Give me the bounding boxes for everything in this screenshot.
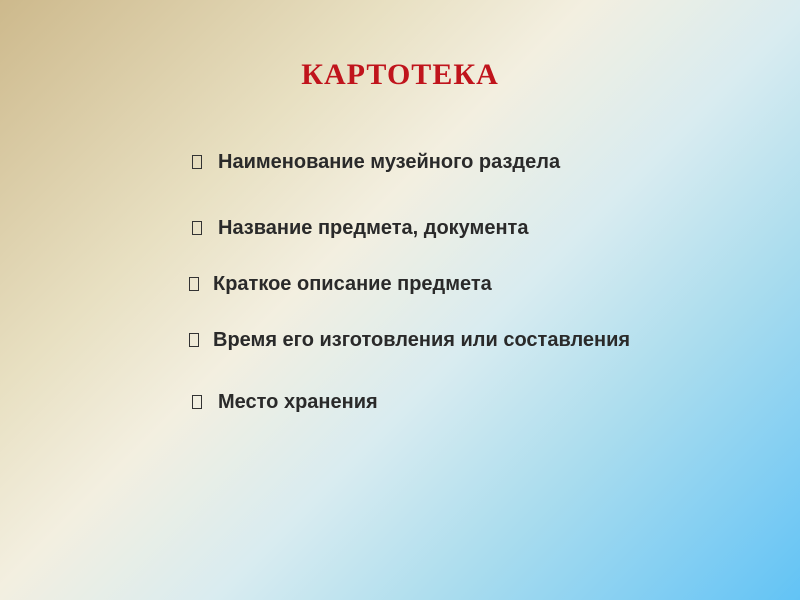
slide-title: КАРТОТЕКА bbox=[301, 58, 499, 91]
list-item-label: Краткое описание предмета bbox=[213, 273, 492, 295]
list-item-label: Время его изготовления или составления bbox=[213, 329, 631, 351]
square-bullet-icon bbox=[189, 333, 199, 347]
square-bullet-icon bbox=[192, 395, 202, 409]
list-item-label: Наименование музейного раздела bbox=[218, 151, 561, 173]
list-item-label: Место хранения bbox=[218, 391, 378, 413]
square-bullet-icon bbox=[189, 277, 199, 291]
list-item bbox=[192, 390, 378, 414]
list-item bbox=[192, 150, 560, 174]
list-item bbox=[189, 272, 492, 296]
list-item bbox=[192, 216, 528, 240]
square-bullet-icon bbox=[192, 221, 202, 235]
list-item-label: Название предмета, документа bbox=[218, 217, 529, 239]
square-bullet-icon bbox=[192, 155, 202, 169]
list-item bbox=[189, 328, 630, 352]
